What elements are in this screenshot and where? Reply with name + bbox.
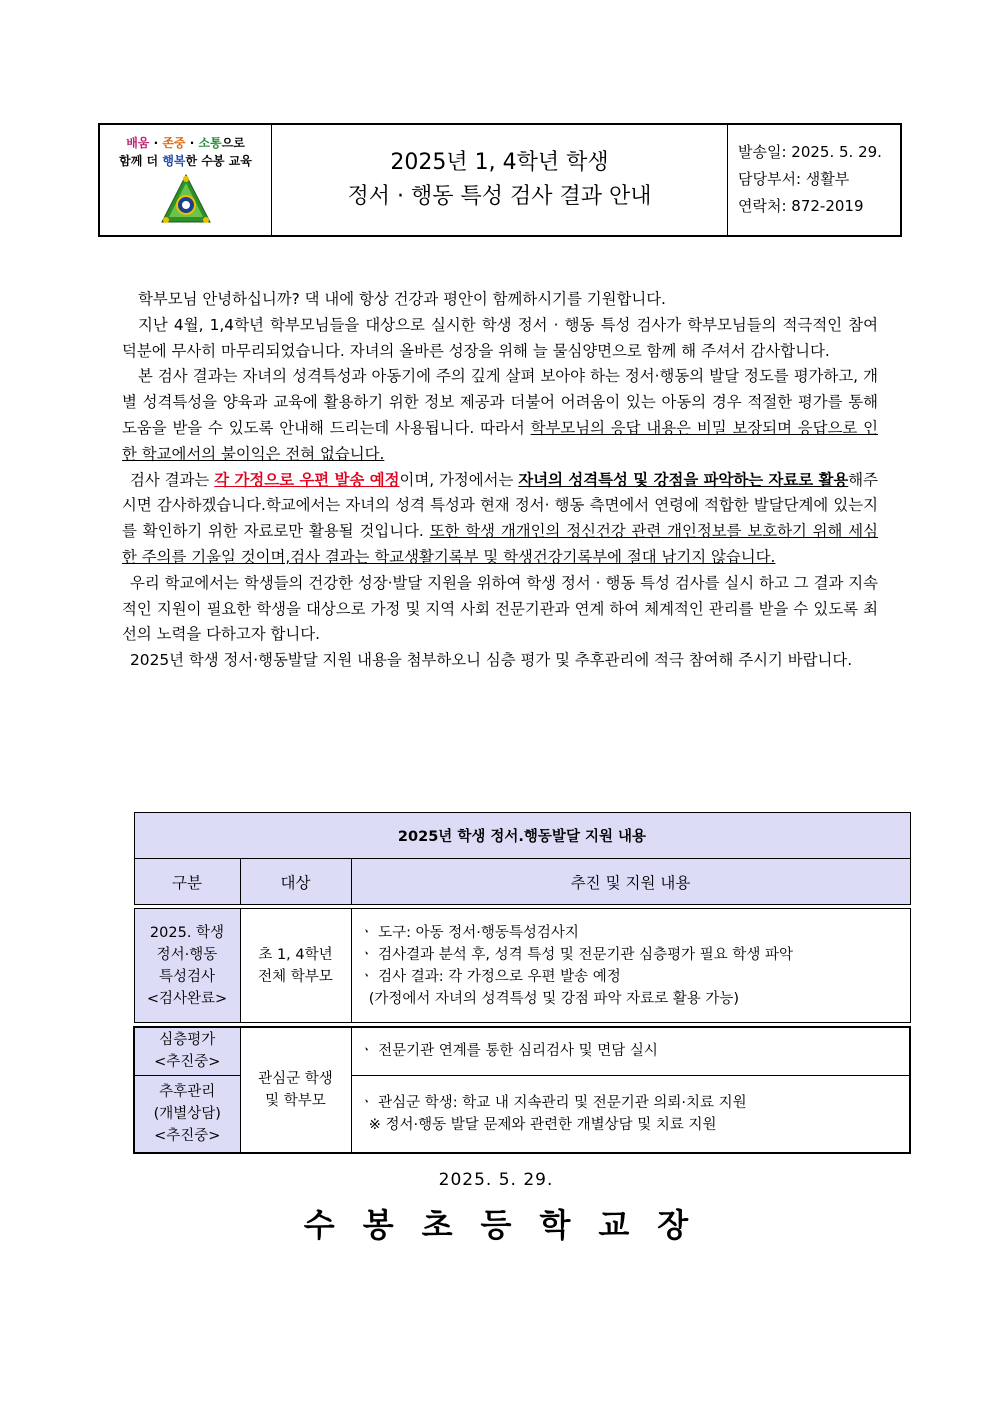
paragraph-school-support: 우리 학교에서는 학생들의 건강한 성장·발달 지원을 위하여 학생 정서 · 행동 특성 검사를 실시 하고 그 결과 지속적인 지원이 필요한 학생을 대상으로 가정 및 지역 사회 전문기관과 연계 하여 체계적인 관리를 받을 수 있도록 최선의 노력을 다하고자 합니다. <box>122 573 878 644</box>
school-emblem-icon <box>160 173 212 225</box>
row1-content <box>351 909 910 1023</box>
row2-category-line: 심층평가 <box>159 1032 216 1049</box>
row3-category-line: <추진중> <box>154 1127 221 1144</box>
row1-item: ㆍ 도구: 아동 정서·행동특성검사지 <box>359 924 579 941</box>
result-text-c: 이며, 가정에서는 <box>399 470 519 489</box>
result-text-e: 해주시면 감사하겠습니다.학교에서는 자녀의 성격 특성과 현재 정서· 행동 측면에서 연령에 적합한 발달단계에 있는지를 확인하기 위한 자료로만 활용될 것입니다. <box>122 470 879 541</box>
row3-content <box>351 1075 910 1153</box>
document-title-line-2: 정서 · 행동 특성 검사 결과 안내 <box>347 184 652 209</box>
row3-category-line: (개별상담) <box>153 1105 221 1122</box>
row1-category-line: <검사완료> <box>146 990 228 1007</box>
paragraph-greeting: 학부모님 안녕하십니까? 댁 내에 항상 건강과 평안이 함께하시기를 기원합니다. <box>138 290 666 308</box>
column-header-category: 구분 <box>134 859 240 905</box>
row2-content <box>351 1027 910 1075</box>
row1-category-line: 특성검사 <box>158 968 216 985</box>
letter-date: 2025. 5. 29. <box>438 1170 554 1190</box>
slogan-suffix: 으로 <box>221 136 245 150</box>
row1-target-line: 전체 학부모 <box>258 968 333 985</box>
row1-category <box>134 909 240 1023</box>
record-notice-underlined: 또한 학생 개개인의 정신건강 관련 개인정보를 보호하기 위해 세심한 주의를 기울일 것이며,검사 결과는 학교생활기록부 및 학생건강기록부에 절대 남기지 않습니다. <box>122 522 879 566</box>
row1-target-line: 초 1, 4학년 <box>258 946 333 963</box>
row2-target-line: 관심군 학생 <box>258 1071 333 1087</box>
row1-item: ㆍ 검사 결과: 각 가정으로 우편 발송 예정 <box>359 968 621 985</box>
letter-body <box>122 287 878 674</box>
table-row <box>134 909 910 1023</box>
column-header-target: 대상 <box>240 859 351 905</box>
table-caption-row <box>134 813 910 859</box>
row3-item: ㆍ 관심군 학생: 학교 내 지속관리 및 전문기관 의뢰·치료 지원 <box>359 1094 747 1111</box>
slogan-line-2 <box>100 152 271 170</box>
row3-category-line: 추후관리 <box>159 1083 216 1100</box>
table-header-row <box>134 859 910 905</box>
row1-category-line: 2025. 학생 <box>149 924 225 941</box>
row3-item: ※ 정서·행동 발달 문제와 관련한 개별상담 및 치료 지원 <box>359 1116 717 1133</box>
slogan2-prefix: 함께 더 <box>119 154 163 168</box>
row1-item: ㆍ 검사결과 분석 후, 성격 특성 및 전문기관 심층평가 필요 학생 파악 <box>359 946 793 963</box>
table-caption: 2025년 학생 정서.행동발달 지원 내용 <box>134 813 910 859</box>
document-title-line-1: 2025년 1, 4학년 학생 <box>390 150 609 175</box>
paragraph-request: 2025년 학생 정서·행동발달 지원 내용을 첨부하오니 심층 평가 및 추후관리에 적극 참여해 주시기 바랍니다. <box>130 651 853 670</box>
paragraph-purpose <box>122 364 878 467</box>
document-header <box>98 123 902 237</box>
slogan-separator: · <box>153 136 159 150</box>
row2-target <box>240 1027 351 1153</box>
table-row <box>134 1027 910 1075</box>
paragraph-result-delivery <box>122 468 878 571</box>
department: 담당부서: 생활부 <box>738 170 850 188</box>
purpose-text: 본 검사 결과는 자녀의 성격특성과 아동기에 주의 깊게 살펴 보아야 하는 정서·행동의 발달 정도를 평가하고, 개별 성격특성을 양육과 교육에 활용하기 위한 정보 제공과 더불어 어려움이 있는 아동의 경우 적절한 평가를 통해 도움을 받을 수 있도록 안내해 드리는데 사용됩니다. 따라서 <box>122 367 878 437</box>
row2-item: ㆍ 전문기관 연계를 통한 심리검사 및 면담 실시 <box>359 1043 658 1060</box>
row3-category <box>134 1075 240 1153</box>
slogan-word-respect: 존중 <box>162 136 186 150</box>
school-slogan-cell <box>100 125 272 235</box>
column-header-content: 추진 및 지원 내용 <box>351 859 910 905</box>
contact-number: 연락처: 872-2019 <box>738 197 864 215</box>
paragraph-survey-complete: 지난 4월, 1,4학년 학부모님들을 대상으로 실시한 학생 정서 · 행동 특성 검사가 학부모님들의 적극적인 참여 덕분에 무사히 마무리되었습니다. 자녀의 올바른 성장을 위해 늘 물심양면으로 함께 해 주셔서 감사합니다. <box>122 315 878 360</box>
row1-item: (가정에서 자녀의 성격특성 및 강점 파악 자료로 활용 가능) <box>359 990 740 1007</box>
document-meta-cell <box>728 125 900 235</box>
mail-delivery-highlight: 각 가정으로 우편 발송 예정 <box>214 470 400 489</box>
slogan-line-1 <box>100 134 271 152</box>
document-title-cell <box>272 125 728 235</box>
slogan2-suffix: 한 수봉 교육 <box>185 154 252 168</box>
row1-target <box>240 909 351 1023</box>
privacy-notice-underlined: 학부모님의 응답 내용은 비밀 보장되며 응답으로 인한 학교에서의 불이익은 전혀 없습니다. <box>122 418 878 463</box>
slogan-separator: · <box>189 136 195 150</box>
support-plan-table <box>133 812 911 1154</box>
row2-category-line: <추진중> <box>154 1054 221 1071</box>
slogan2-highlight: 행복 <box>162 154 186 168</box>
slogan-word-communication: 소통 <box>198 136 222 150</box>
result-text-a: 검사 결과는 <box>130 470 215 489</box>
row2-target-line: 및 학부모 <box>265 1093 326 1109</box>
usage-highlight: 자녀의 성격특성 및 강점을 파악하는 자료로 활용 <box>518 470 849 489</box>
row2-category <box>134 1027 240 1075</box>
slogan-word-learning: 배움 <box>126 136 150 150</box>
school-principal-signature: 수봉초등학교장 <box>303 1206 717 1244</box>
issue-date: 발송일: 2025. 5. 29. <box>738 143 882 161</box>
row1-category-line: 정서·행동 <box>156 946 218 963</box>
